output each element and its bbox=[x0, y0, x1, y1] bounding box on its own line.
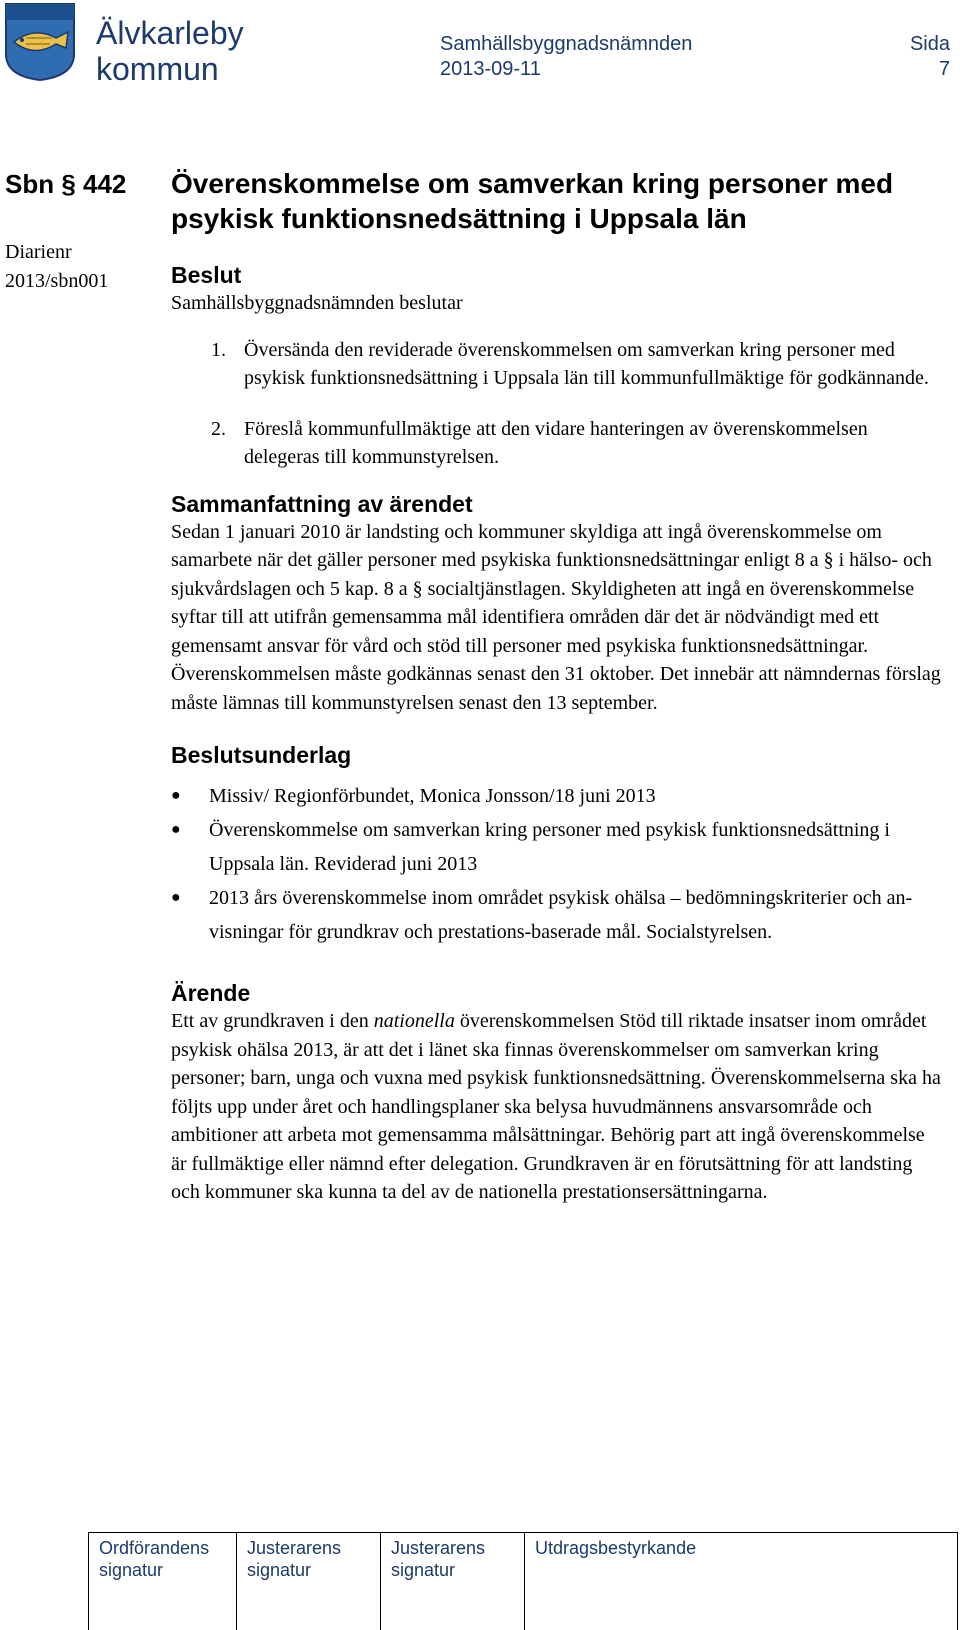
sammanfattning-heading: Sammanfattning av ärendet bbox=[171, 490, 473, 517]
signature-label: Ordförandens bbox=[99, 1538, 210, 1558]
signature-label: Justerarens bbox=[247, 1538, 342, 1558]
page-title: Överenskommelse om samverkan kring personer med psykisk funktionsnedsättning i Uppsala län bbox=[171, 168, 894, 234]
beslut-heading: Beslut bbox=[171, 262, 242, 288]
signature-label: signatur bbox=[99, 1560, 164, 1580]
header-date: 2013-09-11 bbox=[440, 58, 541, 80]
decision-list bbox=[171, 336, 941, 472]
header-page-label: Sida bbox=[909, 33, 950, 55]
brand-name-line2: kommun bbox=[96, 51, 219, 87]
adjuster-signature-box bbox=[380, 1533, 524, 1630]
list-item bbox=[171, 779, 941, 813]
sammanfattning-paragraph: Överenskommelsen måste godkännas senast den 31 oktober. Det innebär att nämndernas förslag måste lämnas till kommunstyrelsen senast den 13 september. bbox=[171, 663, 941, 714]
arende-italic-text: nationella bbox=[373, 1010, 455, 1032]
bullet-icon: ● bbox=[171, 821, 181, 838]
decision-item bbox=[171, 336, 941, 393]
arende-text: överenskommelsen Stöd till riktade insatser inom området psykisk ohälsa 2013, är att det i länet ska finnas överenskommelser om samverkan kring personer; barn, unga och vuxna med psykisk funktionsnedsättning. Överenskommelserna ska ha följts upp under året och handlingsplaner ska belysa huvudmännens ansvarsområde och ambitioner att arbeta mot gemensamma målsättningar. Behörig part att ingå överenskommelse är fullmäktige eller nämnd efter delegation. Grundkraven är en förutsättning för att landsting och kommuner ska kunna ta del av de nationella prestationsersättningarna. bbox=[171, 1010, 941, 1203]
beslutsunderlag-list bbox=[171, 779, 941, 949]
municipality-logo bbox=[4, 2, 76, 82]
list-item-text: Överenskommelse om samverkan kring personer med psykisk funktionsnedsättning i Uppsala län. Reviderad juni 2013 bbox=[209, 819, 890, 875]
list-item-text: 2013 års överenskommelse inom området psykisk ohälsa – bedömningskriterier och an-visningar för grundkrav och prestations-baserade mål. Socialstyrelsen. bbox=[209, 887, 913, 943]
decision-number: 2. bbox=[211, 417, 226, 440]
decision-text: Föreslå kommunfullmäktige att den vidare hanteringen av överenskommelsen delegeras till kommunstyrelsen. bbox=[244, 417, 868, 468]
bullet-icon: ● bbox=[171, 787, 181, 804]
arende-text: Ett av grundkraven i den bbox=[171, 1010, 374, 1032]
beslutsunderlag-heading: Beslutsunderlag bbox=[171, 742, 352, 768]
arende-heading: Ärende bbox=[171, 980, 251, 1006]
signature-label: signatur bbox=[247, 1560, 312, 1580]
list-item bbox=[171, 881, 941, 949]
diarienr-label: Diarienr bbox=[5, 241, 72, 263]
paragraph-number: Sbn § 442 bbox=[5, 169, 127, 199]
brand-name-line1: Älvkarleby bbox=[96, 15, 244, 51]
bullet-icon: ● bbox=[171, 889, 181, 906]
arende-paragraph bbox=[171, 1007, 941, 1207]
certification-box bbox=[524, 1533, 958, 1630]
list-item bbox=[171, 813, 941, 881]
adjuster-signature-box bbox=[236, 1533, 380, 1630]
list-item-text: Missiv/ Regionförbundet, Monica Jonsson/18 juni 2013 bbox=[209, 785, 656, 807]
chair-signature-box bbox=[88, 1533, 236, 1630]
decision-text: Översända den reviderade överenskommelsen om samverkan kring personer med psykisk funktionsnedsättning i Uppsala län till kommunfullmäktige för godkännande. bbox=[244, 338, 929, 389]
decision-number: 1. bbox=[211, 338, 226, 361]
signature-footer bbox=[88, 1532, 958, 1630]
main-content bbox=[171, 166, 941, 1207]
signature-label: signatur bbox=[391, 1560, 456, 1580]
signature-label: Utdragsbestyrkande bbox=[535, 1538, 697, 1558]
sammanfattning-paragraph: Sedan 1 januari 2010 är landsting och kommuner skyldiga att ingå överenskommelse om samarbete när det gäller personer med psykiska funktionsnedsättningar enligt 8 a § i hälso- och sjukvårdslagen och 5 kap. 8 a § socialtjänstlagen. Skyldigheten att ingå en överenskommelse syftar till att utifrån gemensamma mål identifiera områden där det är nödvändigt med ett gemensamt ansvar för vård och stöd till personer med psykiska funktionsnedsättningar. bbox=[171, 520, 932, 657]
header-page-number: 7 bbox=[938, 58, 950, 80]
diarienr-value: 2013/sbn001 bbox=[5, 270, 109, 292]
header-board-name: Samhällsbyggnadsnämnden bbox=[440, 33, 693, 55]
beslut-intro: Samhällsbyggnadsnämnden beslutar bbox=[171, 292, 463, 314]
signature-label: Justerarens bbox=[391, 1538, 486, 1558]
decision-item bbox=[171, 415, 941, 472]
